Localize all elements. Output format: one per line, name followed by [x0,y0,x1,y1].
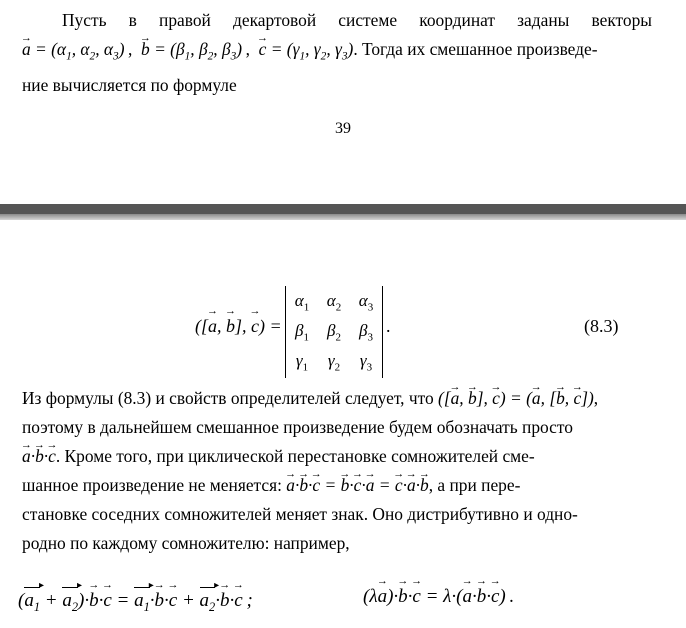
determinant-cell: $\alpha_2$ [326,291,342,314]
intro-line-3: ние вычисляется по формуле [22,75,237,96]
intro-paragraph [22,6,652,100]
determinant-cell: $\gamma_3$ [359,351,373,374]
determinant-cell: $\gamma_1$ [295,351,309,374]
determinant-cell: $\alpha_1$ [294,291,310,314]
distributivity-formulas [18,582,678,616]
intro-sentence-start: Пусть в правой декартовой системе координат заданы векторы [62,10,652,30]
page-separator [0,204,686,220]
equation-number: (8.3) [584,316,619,336]
page-number: 39 [335,120,351,137]
main-line-2: поэтому в дальнейшем смешанное произведение будем обозначать просто [22,417,573,437]
distributive-example: ($a_1$ ▸ + $a_2$ ▸)·→ $b\cdot\to c = a_1$ ▸·→ $b\cdot\to c + a_2$ ▸·→ b·→ c ; [18,586,253,615]
determinant-cell: $\beta_2$ [327,321,341,344]
homogeneity-example: (λ→ a)·→ b·→ c = λ·(→ a·→ b·→ c) . [363,586,514,608]
main-paragraph [22,384,652,558]
main-line-6: родно по каждому сомножителю: например, [22,533,350,553]
main-line-3: → a·→ b·→ c. Кроме того, при циклической перестановке сомножителей сме- [22,442,652,471]
determinant-cell: $\alpha_3$ [358,291,374,314]
main-line-1: Из формулы (8.3) и свойств определителей следует, что ([→ a, → b], → c) = (→ a, [→ b, → c]), [22,384,652,413]
main-line-5: становке соседних сомножителей меняет знак. Оно дистрибутивно и одно- [22,504,578,524]
determinant [285,286,383,378]
determinant-cell: $\beta_1$ [295,321,309,344]
determinant-cell: $\beta_3$ [359,321,373,344]
main-line-4: шанное произведение не меняется: → a·→ b·→ c = → b·→ c·→ a = → c·→ a·→ b, а при пере- [22,471,652,500]
determinant-cell: $\gamma_2$ [327,351,341,374]
mixed-product-formula: ([→ a, → b], → c) = $\alpha_1$ $\alpha_2$ $\alpha_3$ $\beta_1$ $\beta_2$ $\beta_3$ $\gamma_1$ $\gamma_2$ $\gamma_3$ . (8.3) [0,280,686,380]
vector-definitions-line: → $a = (\alpha_1$, $\alpha_2$, $\alpha_3$) , → $b = (\beta_1$, $\beta_2$, $\beta_3$) , → $c = (\gamma_1$, $\gamma_2$, $\gamma_3$). Тогда их смешанное произведе- [22,35,652,71]
intro-sentence-middle: . Тогда их смешанное произведе- [353,39,598,59]
formula-lhs: ([→ a, → b], → c) = [195,316,282,337]
